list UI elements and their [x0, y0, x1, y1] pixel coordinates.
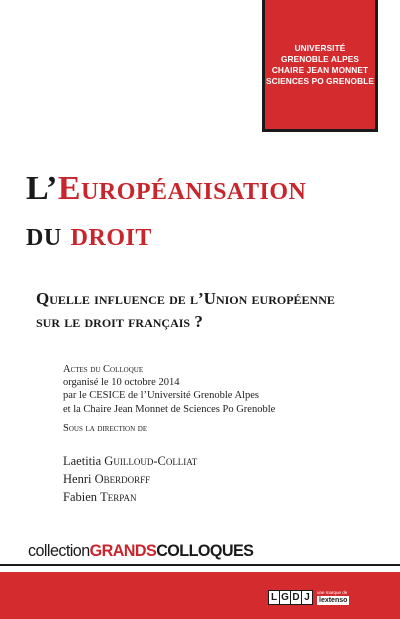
editors-list	[63, 452, 197, 506]
subtitle-line: Quelle influence de l’Union européenne	[36, 289, 335, 308]
publisher-logo	[268, 590, 349, 605]
institution-line: GRENOBLE ALPES	[280, 53, 360, 64]
proceedings-heading: Actes du Colloque	[63, 364, 144, 375]
institution-line: UNIVERSITÉ	[294, 42, 346, 53]
editor-name: Laetitia Guilloud-Colliat	[63, 454, 198, 468]
credits-line: par le CESICE de l’Université Grenoble Alpes	[63, 390, 259, 402]
title-main-word: Européanisation	[57, 170, 307, 207]
subtitle-line: sur le droit français ?	[36, 312, 203, 331]
title-prefix: du	[26, 216, 71, 253]
proceedings-credits	[63, 363, 275, 435]
book-subtitle	[36, 287, 335, 333]
divider-rule	[0, 564, 400, 566]
direction-heading: Sous la direction de	[63, 422, 148, 434]
institution-box	[262, 0, 378, 132]
lgdj-logo: L G D J	[268, 590, 313, 605]
title-main-word: droit	[70, 216, 152, 253]
editor-name: Fabien Terpan	[63, 490, 137, 504]
credits-line: organisé le 10 octobre 2014	[63, 377, 180, 389]
book-title-line-1	[26, 170, 306, 208]
collection-name: collectionGRANDSCOLLOQUES	[28, 541, 254, 560]
institution-line: CHAIRE JEAN MONNET	[271, 64, 369, 75]
book-title-line-2	[26, 216, 152, 254]
title-prefix: L’	[26, 170, 58, 207]
lextenso-mark: une marque de lextenso	[317, 590, 348, 604]
credits-line: et la Chaire Jean Monnet de Sciences Po Grenoble	[63, 403, 276, 415]
editor-name: Henri Oberdorff	[63, 472, 151, 486]
institution-line: SCIENCES PO GRENOBLE	[265, 75, 375, 86]
